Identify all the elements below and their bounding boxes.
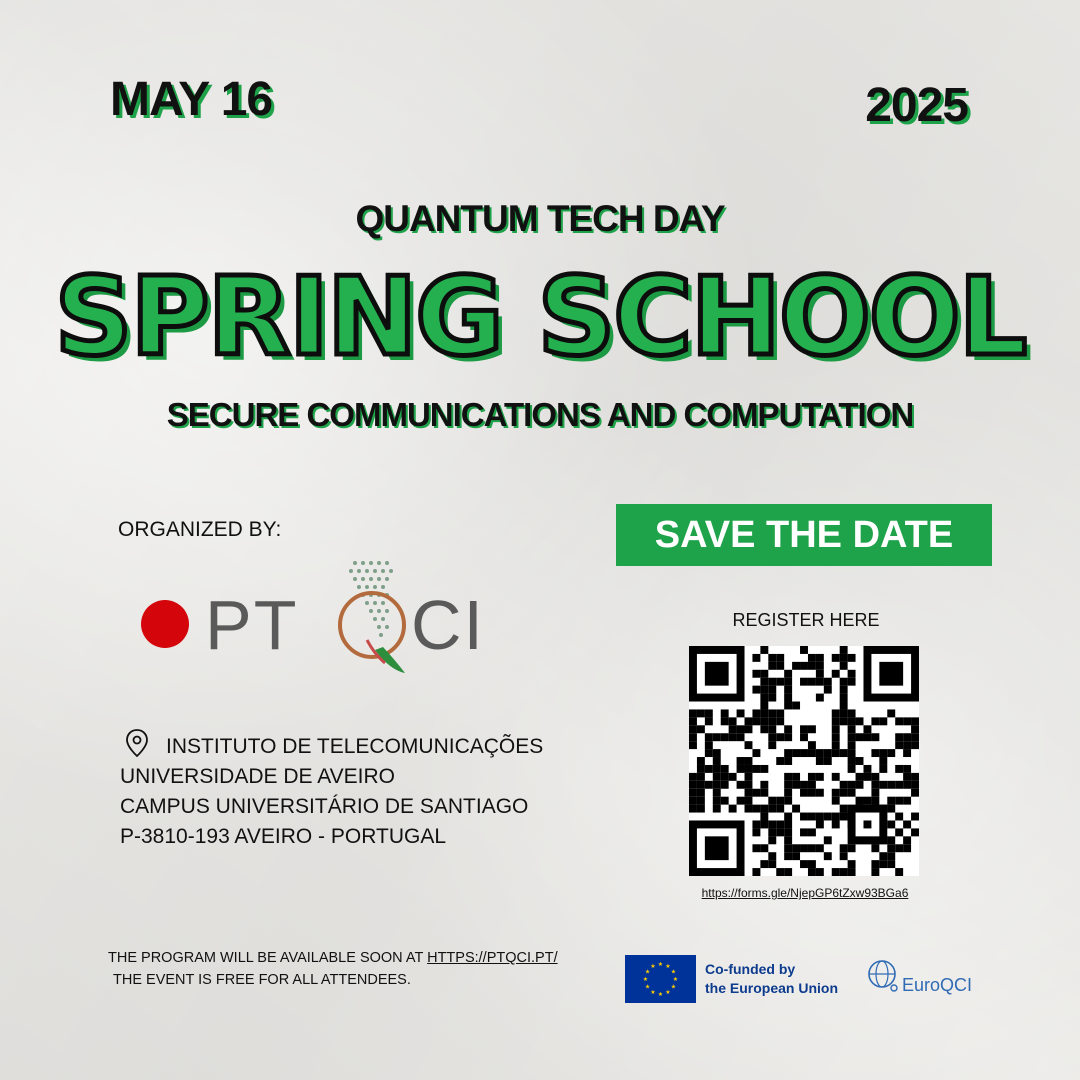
address-line-university: UNIVERSIDADE DE AVEIRO (120, 765, 396, 788)
eu-star: ★ (670, 984, 677, 991)
eu-star: ★ (670, 969, 677, 976)
registration-qr-code[interactable] (689, 646, 919, 876)
event-kicker: QUANTUM TECH DAY (355, 198, 725, 239)
footer-program-note (108, 950, 558, 966)
eu-star: ★ (644, 969, 651, 976)
eu-cofunded-text (705, 960, 838, 998)
footer-program-text: THE PROGRAM WILL BE AVAILABLE SOON AT (108, 950, 428, 966)
eu-text-line1: Co-funded by (705, 961, 796, 977)
organized-by-label: ORGANIZED BY: (118, 518, 282, 541)
address-line-postal: P-3810-193 AVEIRO - PORTUGAL (120, 825, 447, 848)
eu-star: ★ (650, 964, 656, 971)
eu-star: ★ (650, 989, 656, 996)
eu-star: ★ (642, 977, 649, 983)
eu-star: ★ (644, 984, 651, 991)
eu-text-line2: the European Union (705, 980, 838, 996)
date-year: 2025 (865, 79, 968, 132)
ptqci-red-dot (141, 600, 189, 648)
eu-star: ★ (672, 977, 679, 983)
eu-star: ★ (657, 992, 664, 998)
ptqci-logo (205, 555, 485, 680)
eu-star: ★ (657, 962, 664, 968)
footer-free-note: THE EVENT IS FREE FOR ALL ATTENDEES. (113, 972, 411, 988)
register-label: REGISTER HERE (732, 610, 880, 630)
eu-star: ★ (665, 964, 671, 971)
eu-star: ★ (665, 989, 671, 996)
euroqci-label: EuroQCI (902, 975, 973, 995)
address-line-campus: CAMPUS UNIVERSITÁRIO DE SANTIAGO (120, 795, 529, 818)
eu-flag-icon (625, 955, 696, 1003)
save-the-date-banner: SAVE THE DATE (616, 504, 992, 566)
svg-text:CI: CI (411, 586, 485, 664)
registration-link[interactable]: https://forms.gle/NjepGP6tZxw93BGa6 (701, 886, 909, 900)
event-subtitle: SECURE COMMUNICATIONS AND COMPUTATION (166, 396, 914, 433)
svg-text:PT: PT (205, 586, 299, 664)
euroqci-globe-icon (864, 958, 904, 998)
address-line-institute: INSTITUTO DE TELECOMUNICAÇÕES (166, 735, 544, 758)
ptqci-website-link[interactable]: HTTPS://PTQCI.PT/ (427, 950, 558, 966)
location-pin-icon (124, 728, 150, 758)
event-title: SPRING SCHOOL (54, 255, 1026, 380)
date-day: MAY 16 (110, 73, 273, 126)
